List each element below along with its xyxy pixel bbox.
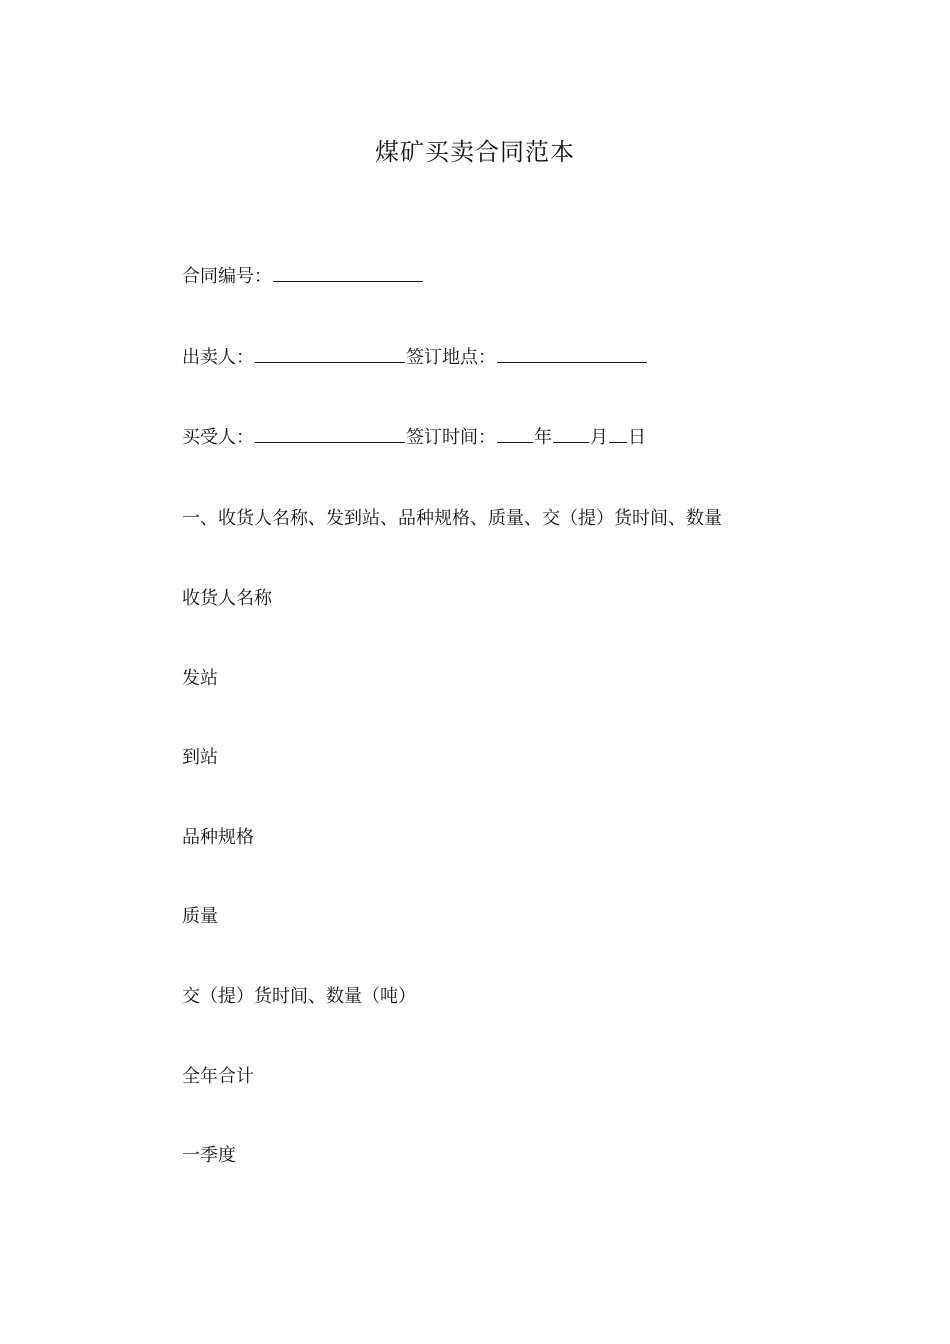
list-item-departure-station: 发站 xyxy=(182,668,218,689)
seller-label: 出卖人： xyxy=(182,347,254,368)
list-item-variety-spec: 品种规格 xyxy=(182,827,254,848)
document-title: 煤矿买卖合同范本 xyxy=(375,138,575,166)
section-1-heading: 一、收货人名称、发到站、品种规格、质量、交（提）货时间、数量 xyxy=(182,508,722,529)
buyer-line xyxy=(182,424,646,451)
list-item-annual-total: 全年合计 xyxy=(182,1066,254,1087)
list-item-first-quarter: 一季度 xyxy=(182,1145,236,1166)
seller-blank xyxy=(255,344,405,363)
buyer-label: 买受人： xyxy=(182,427,254,448)
day-label: 日 xyxy=(628,427,646,448)
year-label: 年 xyxy=(534,427,552,448)
sign-place-label: 签订地点： xyxy=(406,347,496,368)
year-blank xyxy=(497,424,533,443)
month-label: 月 xyxy=(590,427,608,448)
day-blank xyxy=(609,424,627,443)
sign-place-blank xyxy=(497,344,647,363)
seller-line xyxy=(182,344,648,371)
sign-time-label: 签订时间： xyxy=(406,427,496,448)
contract-number-line xyxy=(182,263,424,290)
list-item-quality: 质量 xyxy=(182,906,218,927)
buyer-blank xyxy=(255,424,405,443)
list-item-consignee-name: 收货人名称 xyxy=(182,588,272,609)
contract-number-blank xyxy=(273,263,423,282)
list-item-delivery-time-quantity: 交（提）货时间、数量（吨） xyxy=(182,986,416,1007)
month-blank xyxy=(553,424,589,443)
contract-number-label: 合同编号： xyxy=(182,266,272,287)
list-item-arrival-station: 到站 xyxy=(182,747,218,768)
